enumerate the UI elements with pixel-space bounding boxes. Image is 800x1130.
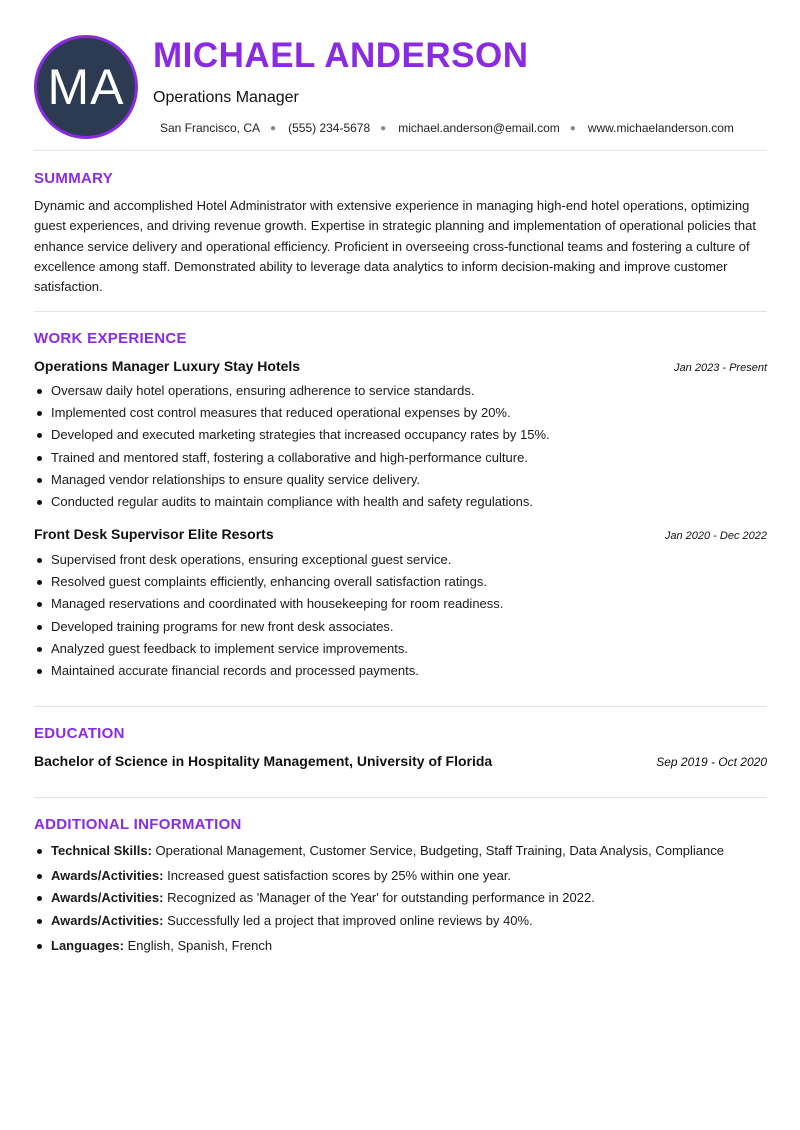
list-item: Managed vendor relationships to ensure quality service delivery.	[34, 469, 550, 491]
dot-separator-icon: ●	[380, 122, 387, 134]
divider	[34, 706, 767, 707]
job-header	[34, 358, 767, 374]
item-label: Technical Skills:	[51, 843, 152, 858]
list-item	[34, 935, 724, 957]
experience-heading: WORK EXPERIENCE	[34, 330, 187, 347]
candidate-name: MICHAEL ANDERSON	[153, 36, 529, 75]
item-text: English, Spanish, French	[123, 937, 273, 953]
job-date: Jan 2023 - Present	[674, 362, 767, 374]
item-text: Operational Management, Customer Service, Budgeting, Staff Training, Data Analysis, Compliance	[151, 843, 724, 858]
item-text: Successfully led a project that improved online reviews by 40%.	[163, 912, 533, 928]
contact-phone: (555) 234-5678	[288, 121, 371, 135]
list-item	[34, 865, 724, 887]
list-item: Developed and executed marketing strategies that increased occupancy rates by 15%.	[34, 424, 550, 446]
dot-separator-icon: ●	[270, 122, 277, 134]
divider	[34, 797, 767, 798]
contact-website[interactable]: www.michaelanderson.com	[587, 121, 734, 135]
list-item	[34, 840, 724, 862]
dot-separator-icon: ●	[569, 122, 576, 134]
divider	[34, 150, 767, 151]
list-item: Supervised front desk operations, ensuring exceptional guest service.	[34, 549, 503, 571]
list-item: Conducted regular audits to maintain compliance with health and safety regulations.	[34, 491, 550, 513]
job-bullets	[34, 380, 550, 513]
list-item: Analyzed guest feedback to implement service improvements.	[34, 638, 503, 660]
divider	[34, 311, 767, 312]
list-item	[34, 887, 724, 909]
education-degree: Bachelor of Science in Hospitality Management, University of Florida	[34, 753, 493, 769]
avatar	[34, 35, 138, 139]
list-item: Developed training programs for new front desk associates.	[34, 616, 503, 638]
item-text: Recognized as 'Manager of the Year' for outstanding performance in 2022.	[163, 890, 595, 906]
job-date: Jan 2020 - Dec 2022	[664, 530, 767, 542]
list-item: Trained and mentored staff, fostering a collaborative and high-performance culture.	[34, 447, 550, 469]
list-item: Maintained accurate financial records and processed payments.	[34, 660, 503, 682]
list-item: Implemented cost control measures that reduced operational expenses by 20%.	[34, 402, 550, 424]
summary-heading: SUMMARY	[34, 170, 114, 187]
list-item	[34, 910, 724, 932]
candidate-title: Operations Manager	[153, 89, 299, 106]
item-label: Awards/Activities:	[51, 890, 164, 906]
contact-location: San Francisco, CA	[160, 121, 261, 135]
job-role: Front Desk Supervisor Elite Resorts	[34, 526, 274, 542]
additional-heading: ADDITIONAL INFORMATION	[34, 816, 242, 833]
item-label: Awards/Activities:	[51, 912, 164, 928]
item-label: Languages:	[51, 937, 124, 953]
job-header	[34, 526, 767, 542]
education-date: Sep 2019 - Oct 2020	[656, 755, 767, 769]
job-bullets	[34, 549, 503, 682]
item-text: Increased guest satisfaction scores by 25% within one year.	[163, 868, 512, 884]
contact-email[interactable]: michael.anderson@email.com	[398, 121, 560, 135]
education-entry	[34, 753, 767, 769]
additional-list	[34, 840, 724, 957]
list-item: Resolved guest complaints efficiently, enhancing overall satisfaction ratings.	[34, 571, 503, 593]
summary-text: Dynamic and accomplished Hotel Administrator with extensive experience in managing high-end hotel operations, optimizing guest experiences, and driving revenue growth. Expertise in strategic planning and implementation of operational policies that enhance service delivery and operational efficiency. Proficient in overseeing cross-functional teams and fostering a culture of excellence among staff. Demonstrated ability to leverage data analytics to inform decision-making and improve customer satisfaction.	[34, 198, 756, 295]
list-item: Managed reservations and coordinated with housekeeping for room readiness.	[34, 593, 503, 615]
education-heading: EDUCATION	[34, 725, 125, 742]
contact-bar	[160, 121, 734, 135]
list-item: Oversaw daily hotel operations, ensuring adherence to service standards.	[34, 380, 550, 402]
avatar-initials: MA	[47, 59, 125, 115]
item-label: Awards/Activities:	[51, 868, 164, 884]
job-role: Operations Manager Luxury Stay Hotels	[34, 358, 301, 374]
